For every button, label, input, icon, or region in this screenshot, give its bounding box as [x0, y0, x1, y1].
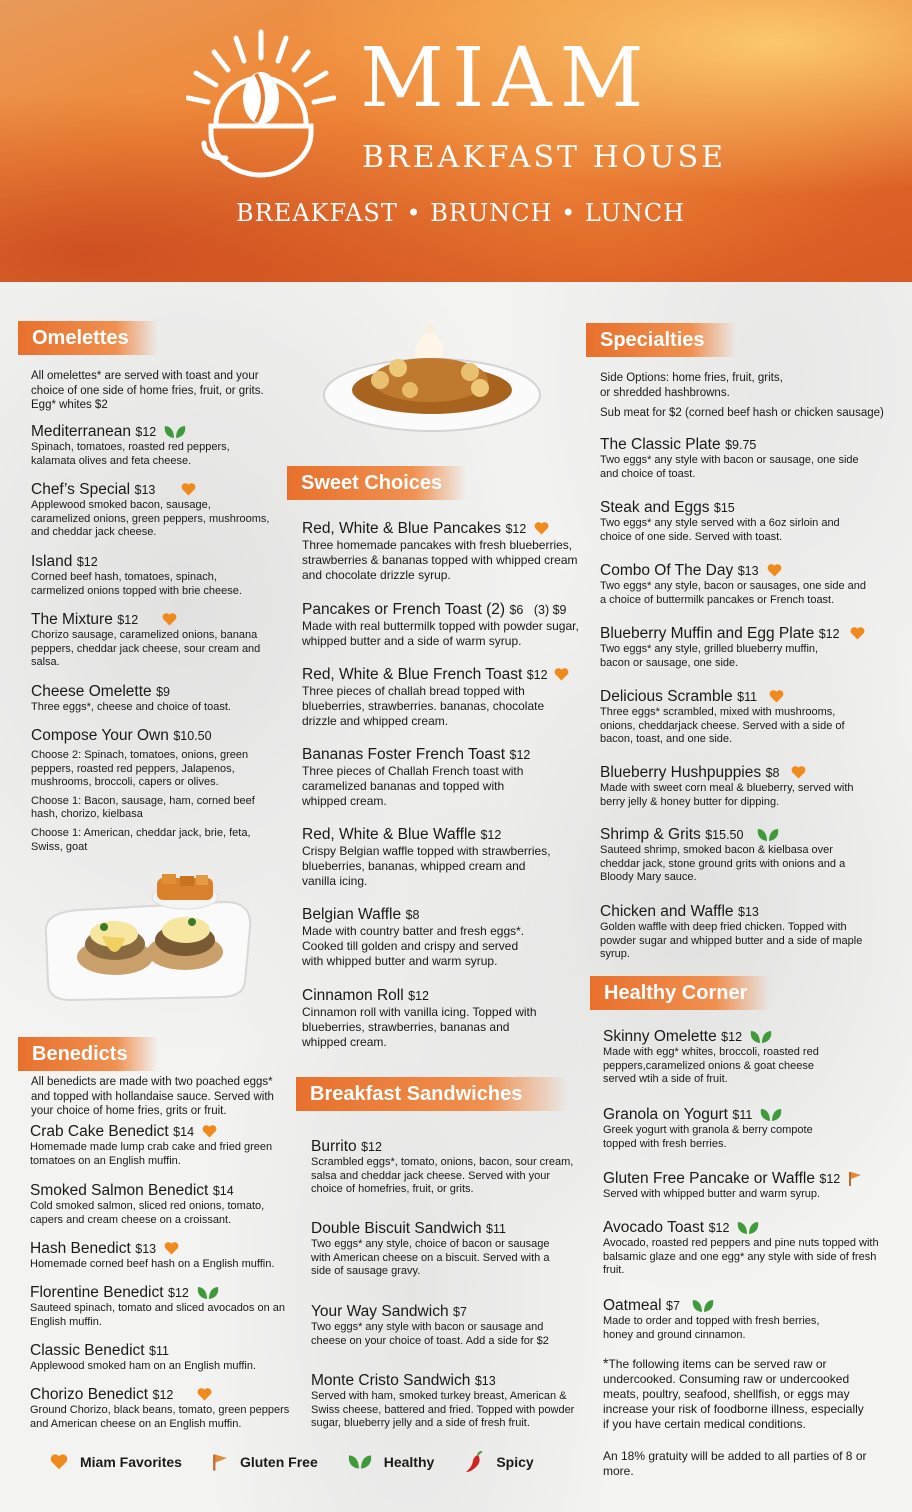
item-price: $12	[819, 1172, 841, 1186]
item-name: The Mixture	[31, 611, 113, 628]
item-name: Monte Cristo Sandwich	[311, 1372, 471, 1389]
menu-item	[600, 826, 870, 885]
item-description: Cinnamon roll with vanilla icing. Topped with blueberries, strawberries, bananas and whipped cream.	[302, 1005, 537, 1049]
item-price: $13	[738, 905, 759, 919]
item-description: Chorizo sausage, caramelized onions, banana peppers, cheddar jack cheese, sour cream and salsa.	[31, 629, 261, 669]
item-description: Two eggs* any style with bacon or sausage and cheese on your choice of toast. Add a side for $2	[311, 1321, 549, 1347]
favorite-heart-icon	[50, 1454, 68, 1470]
gluten-free-flag-icon	[848, 1171, 862, 1186]
menu-item	[600, 903, 865, 962]
menu-item	[302, 666, 587, 729]
item-price: $12	[117, 613, 139, 627]
item-price: $8	[765, 766, 780, 780]
menu-item	[600, 499, 860, 544]
legend-gluten-free	[212, 1451, 318, 1473]
menu-item	[603, 1170, 903, 1202]
legend-label: Healthy	[383, 1454, 435, 1470]
item-name: Blueberry Hushpuppies	[600, 764, 762, 781]
favorite-heart-icon	[164, 1242, 179, 1255]
item-description: Crispy Belgian waffle topped with strawberries, blueberries, bananas, whipped cream and vanilla icing.	[302, 844, 551, 888]
menu-item	[600, 625, 890, 670]
item-description: Ground Chorizo, black beans, tomato, green peppers and American cheese on an English muffin.	[30, 1404, 290, 1430]
item-description: Three homemade pancakes with fresh blueberries, strawberries & bananas topped with whipped cream and chocolate drizzle syrup.	[302, 538, 578, 582]
item-price: $14	[212, 1184, 234, 1198]
item-name: Compose Your Own	[31, 727, 169, 744]
item-name: Cinnamon Roll	[302, 987, 404, 1004]
header-banner	[0, 0, 912, 282]
item-name: Gluten Free Pancake or Waffle	[603, 1170, 815, 1187]
menu-item	[600, 688, 860, 747]
menu-item	[603, 1106, 853, 1151]
item-description: Made with sweet corn meal & blueberry, served with berry jelly & honey butter for dipping.	[600, 782, 854, 808]
legend-label: Miam Favorites	[80, 1454, 182, 1470]
item-description: Three eggs* scrambled, mixed with mushrooms, onions, cheddarjack cheese. Served with a side of bacon, toast, and one side.	[600, 706, 845, 746]
item-price: $9	[156, 685, 170, 699]
menu-item	[302, 826, 572, 889]
item-description-choice: Choose 1: Bacon, sausage, ham, corned beef hash, chorizo, kielbasa	[31, 794, 255, 821]
item-name: Red, White & Blue Pancakes	[302, 520, 502, 537]
healthy-leaf-icon	[750, 1030, 772, 1044]
menu-item	[603, 1219, 883, 1278]
menu-item	[30, 1182, 290, 1227]
item-price: $12	[708, 1221, 730, 1235]
item-description: Applewood smoked bacon, sausage, caramelized onions, green peppers, mushrooms, and cheddar jack cheese.	[31, 499, 270, 539]
item-price: $11	[149, 1344, 169, 1358]
menu-item	[311, 1372, 586, 1431]
menu-item	[302, 520, 582, 583]
favorite-heart-icon	[850, 627, 865, 640]
benedicts-intro: All benedicts are made with two poached eggs* and topped with hollandaise sauce. Served with your choice of home fries, grits or fruit.	[31, 1076, 274, 1117]
legend-favorites	[50, 1451, 182, 1473]
menu-item	[31, 553, 271, 598]
menu-item	[311, 1138, 583, 1197]
section-benedicts: Benedicts	[18, 1037, 158, 1071]
item-price: $15	[713, 501, 735, 515]
section-specialties: Specialties	[586, 323, 736, 357]
favorite-heart-icon	[534, 522, 549, 535]
item-price: $11	[737, 690, 758, 704]
notice-asterisk: *	[603, 1355, 609, 1371]
favorite-heart-icon	[162, 613, 177, 626]
healthy-leaf-icon	[692, 1299, 714, 1313]
menu-item	[31, 683, 271, 715]
legend-spicy	[464, 1451, 533, 1473]
brand-name: MIAM	[360, 31, 652, 126]
item-description: Avocado, roasted red peppers and pine nuts topped with balsamic glaze and one egg* any style with side of fresh fruit.	[603, 1237, 879, 1277]
item-price: $12	[526, 668, 548, 682]
item-name: Classic Benedict	[30, 1342, 145, 1359]
menu-item	[603, 1297, 843, 1342]
item-description: Corned beef hash, tomatoes, spinach, carmelized onions topped with brie cheese.	[31, 571, 242, 597]
tagline: BREAKFAST • BRUNCH • LUNCH	[236, 199, 686, 227]
menu-item	[31, 481, 271, 540]
item-name: Crab Cake Benedict	[30, 1123, 169, 1140]
omelettes-intro: All omelettes* are served with toast and your choice of one side of home fries, fruit, or grits. Egg* whites $2	[31, 370, 264, 411]
item-description: Served with whipped butter and warm syrup.	[603, 1188, 821, 1200]
item-name: Bananas Foster French Toast	[302, 746, 506, 763]
legend-healthy	[348, 1451, 435, 1473]
item-description-choice: Choose 1: American, cheddar jack, brie, feta, Swiss, goat	[31, 826, 251, 853]
menu-item	[30, 1240, 290, 1272]
item-price: $10.50	[173, 729, 212, 743]
favorite-heart-icon	[181, 483, 196, 496]
item-price: $11	[732, 1108, 753, 1122]
item-name: Oatmeal	[603, 1297, 662, 1314]
item-price: $7	[666, 1299, 680, 1313]
gluten-free-flag-icon	[212, 1453, 228, 1471]
item-description: Three pieces of Challah French toast with caramelized bananas and topped with whipped cream.	[302, 764, 524, 808]
item-name: Pancakes or French Toast (2)	[302, 601, 506, 618]
item-description: Served with ham, smoked turkey breast, American & Swiss cheese, battered and fried. Topped with powder sugar, blueberry jelly and a side of fresh fruit.	[311, 1390, 575, 1430]
item-price: $13	[135, 1242, 157, 1256]
item-name: Double Biscuit Sandwich	[311, 1220, 482, 1237]
item-description: Choose 2: Spinach, tomatoes, onions, green peppers, roasted red peppers, Jalapenos, mushrooms, broccoli, capers or olives.	[31, 749, 249, 789]
menu-item	[600, 436, 875, 481]
item-price: $13	[474, 1374, 496, 1388]
item-price: $12	[509, 748, 531, 762]
menu-item	[31, 423, 271, 468]
item-price: $14	[173, 1125, 195, 1139]
healthy-leaf-icon	[757, 828, 779, 842]
item-description: Sauteed shrimp, smoked bacon & kielbasa over cheddar jack, stone ground grits with onions and a Bloody Mary sauce.	[600, 844, 846, 884]
menu-item	[30, 1342, 290, 1374]
item-description: Spinach, tomatoes, roasted red peppers, kalamata olives and feta cheese.	[31, 441, 230, 467]
item-name: Chorizo Benedict	[30, 1386, 149, 1403]
item-price: $12	[818, 627, 840, 641]
favorite-heart-icon	[791, 766, 806, 779]
item-name: Mediterranean	[31, 423, 131, 440]
favorite-heart-icon	[202, 1125, 217, 1138]
item-description: Cold smoked salmon, sliced red onions, tomato, capers and cream cheese on a croissant.	[30, 1200, 265, 1226]
healthy-leaf-icon	[760, 1108, 782, 1122]
item-name: Cheese Omelette	[31, 683, 152, 700]
section-omelettes: Omelettes	[18, 321, 158, 355]
item-description: Made with country batter and fresh eggs*. Cooked till golden and crispy and served with whipped butter and warm syrup.	[302, 924, 525, 968]
item-price: $13	[134, 483, 156, 497]
menu-item	[30, 1123, 290, 1168]
coffee-cup-sunrise-logo	[186, 28, 336, 188]
item-name: Skinny Omelette	[603, 1028, 717, 1045]
favorite-heart-icon	[769, 690, 784, 703]
item-description: Made to order and topped with fresh berries, honey and ground cinnamon.	[603, 1315, 820, 1341]
section-sweet-choices: Sweet Choices	[287, 466, 467, 500]
section-healthy-corner: Healthy Corner	[590, 976, 770, 1010]
item-description: Scrambled eggs*, tomato, onions, bacon, sour cream, salsa and cheddar jack cheese. Served with your choice of homefries, fruit, or grits.	[311, 1156, 574, 1196]
item-name: Blueberry Muffin and Egg Plate	[600, 625, 815, 642]
item-price: $12	[721, 1030, 743, 1044]
item-description: Three eggs*, cheese and choice of toast.	[31, 701, 231, 713]
menu-item	[302, 746, 562, 809]
bananas-foster-photo	[320, 310, 545, 435]
favorite-heart-icon	[554, 668, 569, 681]
healthy-leaf-icon	[197, 1286, 219, 1300]
item-name: Florentine Benedict	[30, 1284, 164, 1301]
favorite-heart-icon	[197, 1388, 212, 1401]
item-description: Three pieces of challah bread topped with blueberries, strawberries. bananas, chocolate drizzle and whipped cream.	[302, 684, 545, 728]
menu-item	[603, 1028, 853, 1087]
item-description: Golden waffle with deep fried chicken. Topped with powder sugar and whipped butter and a side of maple syrup.	[600, 921, 863, 961]
item-price: $8	[405, 908, 420, 922]
item-name: Combo Of The Day	[600, 562, 734, 579]
item-price-alt: (3) $9	[533, 603, 567, 617]
healthy-leaf-icon	[164, 425, 186, 439]
item-description: Two eggs* any style, choice of bacon or sausage with American cheese on a biscuit. Served with a side of sausage gravy.	[311, 1238, 550, 1278]
menu-item	[302, 987, 562, 1050]
eggs-benedict-photo	[40, 872, 255, 1002]
item-price: $12	[408, 989, 429, 1003]
menu-item	[30, 1284, 290, 1329]
notice-text: The following items can be served raw or undercooked. Consuming raw or undercooked meats, poultry, seafood, shellfish, or eggs may increase your risk of foodborne illness, especially if you have certain medical conditions.	[603, 1357, 864, 1431]
legend-label: Spicy	[496, 1454, 534, 1470]
icon-legend	[50, 1451, 564, 1473]
item-price: $7	[453, 1305, 467, 1319]
item-name: Granola on Yogurt	[603, 1106, 728, 1123]
chili-pepper-icon	[464, 1451, 484, 1473]
item-description: Made with real buttermilk topped with powder sugar, whipped butter and a side of warm syrup.	[302, 619, 579, 648]
item-description: Made with egg* whites, broccoli, roasted red peppers,caramelized onions & goat cheese served wtih a side of fruit.	[603, 1046, 819, 1086]
item-name: Belgian Waffle	[302, 906, 402, 923]
item-name: Avocado Toast	[603, 1219, 705, 1236]
item-description: Two eggs* any style served with a 6oz sirloin and choice of one side. Served with toast.	[600, 517, 840, 543]
specialties-sub-meat: Sub meat for $2 (corned beef hash or chicken sausage)	[600, 407, 884, 419]
item-description: Two eggs* any style, grilled blueberry muffin, bacon or sausage, one side.	[600, 643, 819, 669]
item-name: Steak and Eggs	[600, 499, 710, 516]
gratuity-notice: An 18% gratuity will be added to all parties of 8 or more.	[603, 1449, 867, 1478]
item-description: Homemade made lump crab cake and fried green tomatoes on an English muffin.	[30, 1141, 273, 1167]
item-price: $12	[480, 828, 502, 842]
legend-label: Gluten Free	[239, 1454, 318, 1470]
menu-item	[311, 1220, 556, 1279]
item-name: The Classic Plate	[600, 436, 721, 453]
menu-item	[311, 1303, 576, 1348]
item-name: Smoked Salmon Benedict	[30, 1182, 209, 1199]
menu-item	[302, 906, 562, 969]
item-price: $13	[737, 564, 759, 578]
menu-item	[600, 562, 870, 607]
healthy-leaf-icon	[737, 1221, 759, 1235]
item-name: Red, White & Blue Waffle	[302, 826, 477, 843]
menu-item	[31, 611, 271, 670]
item-price: $12	[505, 522, 527, 536]
item-name: Burrito	[311, 1138, 357, 1155]
item-name: Island	[31, 553, 73, 570]
item-name: Chef’s Special	[31, 481, 131, 498]
item-price: $9.75	[725, 438, 757, 452]
item-price: $11	[486, 1222, 506, 1236]
item-description: Applewood smoked ham on an English muffin.	[30, 1360, 257, 1372]
item-name: Delicious Scramble	[600, 688, 733, 705]
item-name: Shrimp & Grits	[600, 826, 701, 843]
item-name: Chicken and Waffle	[600, 903, 734, 920]
menu-item	[30, 1386, 295, 1431]
brand-subtitle: BREAKFAST HOUSE	[362, 140, 727, 175]
item-price: $12	[76, 555, 98, 569]
section-breakfast-sandwiches: Breakfast Sandwiches	[296, 1077, 568, 1111]
menu-item	[302, 601, 582, 649]
healthy-leaf-icon	[348, 1454, 372, 1470]
item-name: Hash Benedict	[30, 1240, 131, 1257]
item-description: Sauteed spinach, tomato and sliced avocados on an English muffin.	[30, 1302, 286, 1328]
item-description: Greek yogurt with granola & berry compote topped with fresh berries.	[603, 1124, 813, 1150]
item-price: $15.50	[705, 828, 744, 842]
raw-food-notice	[603, 1356, 868, 1432]
menu-item	[31, 727, 271, 854]
item-name: Your Way Sandwich	[311, 1303, 449, 1320]
item-description: Two eggs* any style, bacon or sausages, one side and a choice of buttermilk pancakes or French toast.	[600, 580, 867, 606]
item-description: Homemade corned beef hash on a English muffin.	[30, 1258, 275, 1270]
item-price: $12	[152, 1388, 174, 1402]
item-name: Red, White & Blue French Toast	[302, 666, 523, 683]
item-price: $12	[168, 1286, 189, 1300]
menu-item	[600, 764, 870, 809]
item-price: $12	[361, 1140, 382, 1154]
item-description: Two eggs* any style with bacon or sausage, one side and choice of toast.	[600, 454, 859, 480]
item-price: $6	[509, 603, 524, 617]
favorite-heart-icon	[767, 564, 782, 577]
item-price: $12	[135, 425, 157, 439]
specialties-side-options: Side Options: home fries, fruit, grits, or shredded hashbrowns.	[600, 372, 783, 399]
